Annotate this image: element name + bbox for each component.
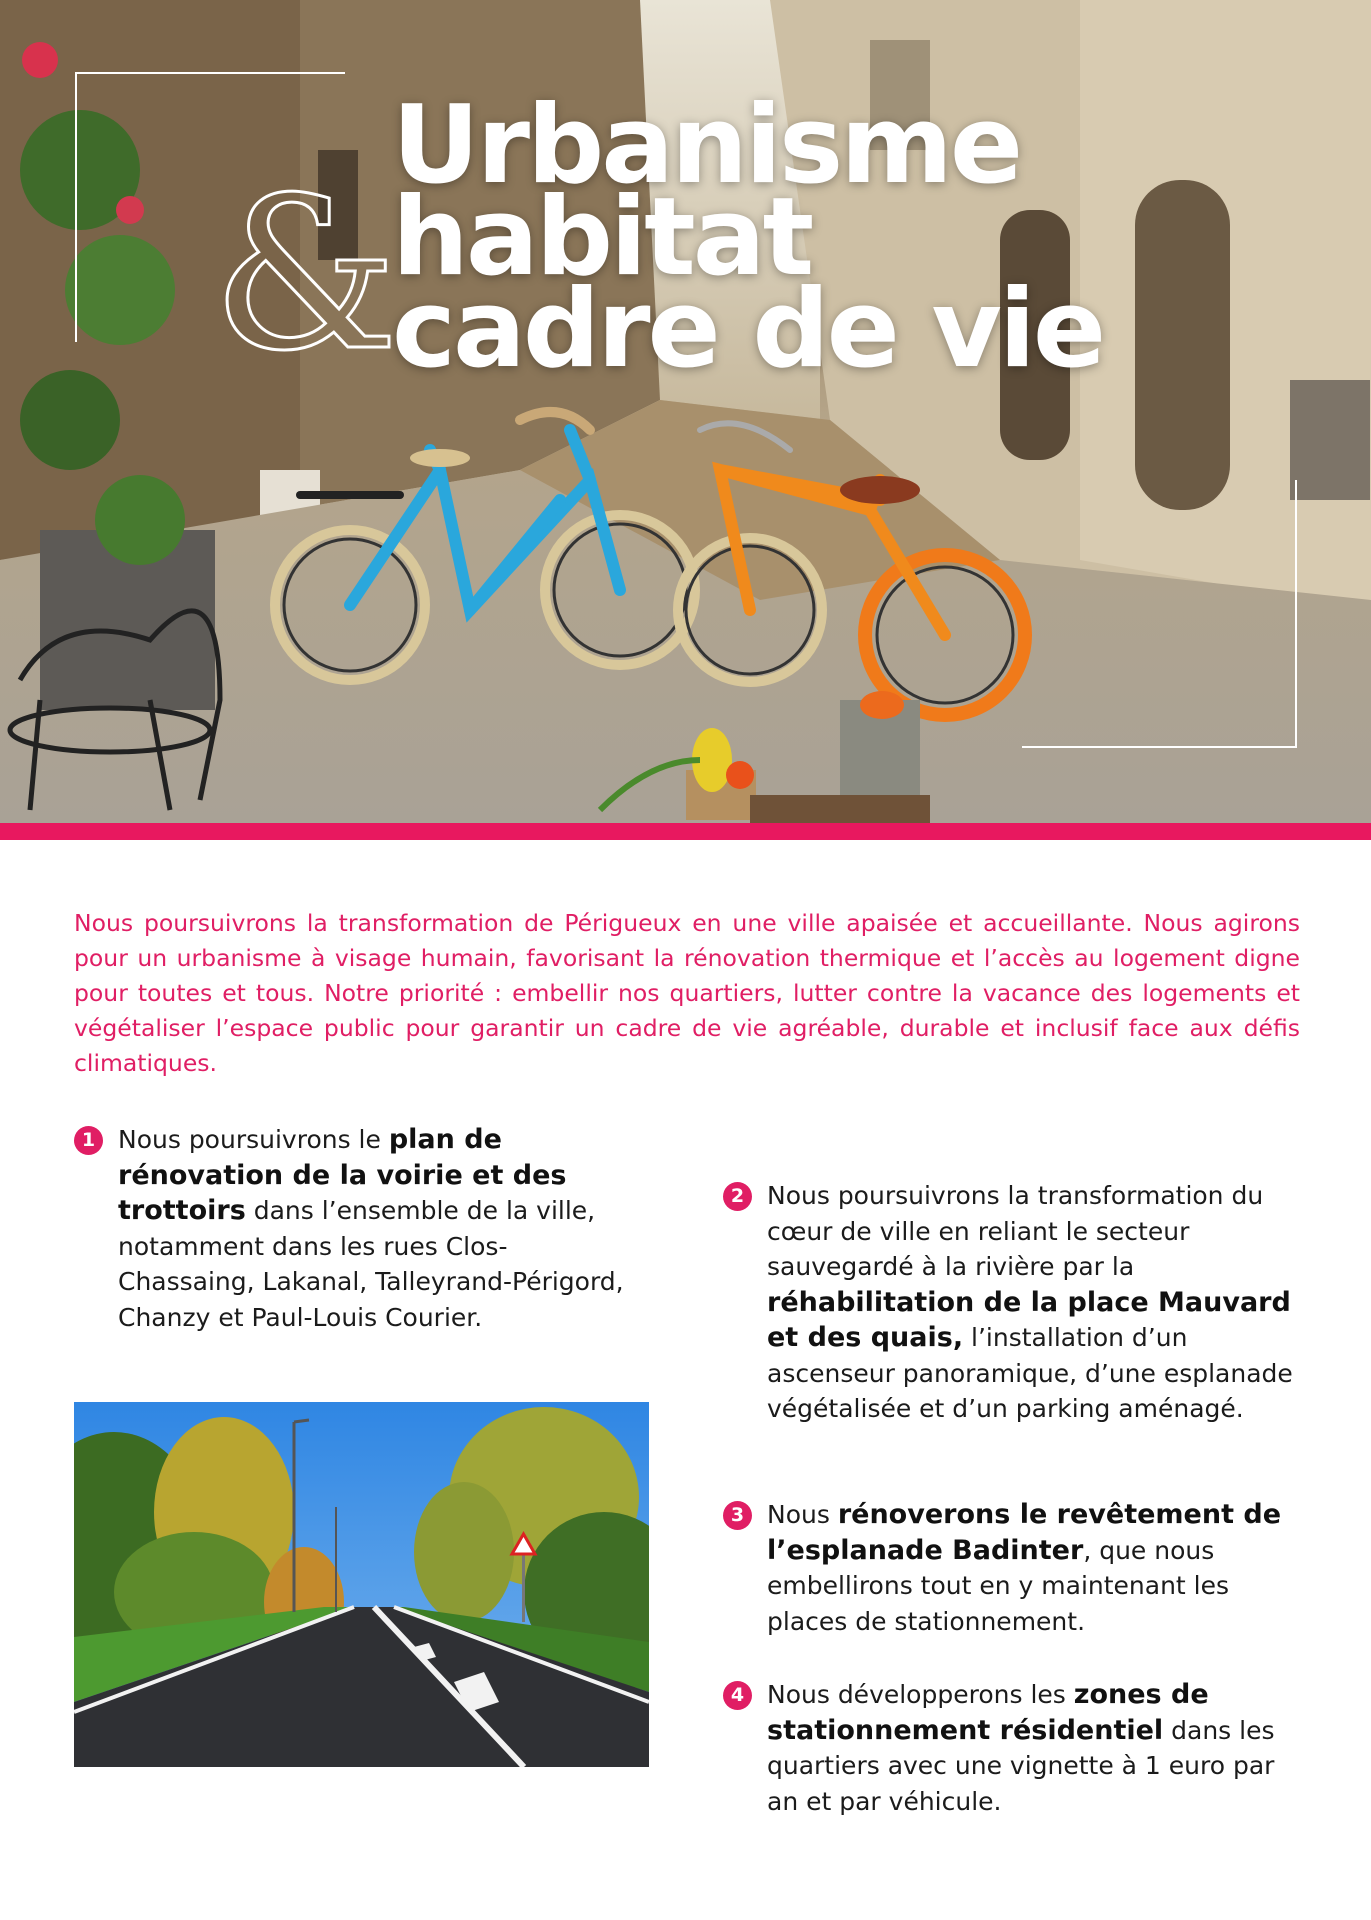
- item-number-badge: 2: [723, 1182, 752, 1211]
- item-highlight: réhabilitation de la place Mauvard et des quais,: [767, 1286, 1291, 1353]
- item-text: , que nous embellirons tout en y maintenant les places de stationnement.: [767, 1535, 1230, 1636]
- accent-divider: [0, 823, 1371, 840]
- item-text: Nous poursuivrons le: [118, 1125, 389, 1154]
- list-item-4: [730, 1677, 1297, 1819]
- intro-paragraph: Nous poursuivrons la transformation de Périgueux en une ville apaisée et accueillante. Nous agirons pour un urbanisme à visage humain, favorisant la rénovation thermique et l’accès au logement digne pour toutes et tous. Notre priorité : embellir nos quartiers, lutter contre la vacance des logements et végétaliser l’espace public pour garantir un cadre de vie agréable, durable et inclusif face aux défis climatiques.: [74, 908, 1300, 1077]
- item-number-badge: 1: [74, 1126, 103, 1155]
- item-text: dans l’ensemble de la ville, notamment dans les rues Clos-Chassaing, Lakanal, Talleyrand-Périgord, Chanzy et Paul-Louis Courier.: [118, 1196, 624, 1332]
- list-item-1: [81, 1122, 638, 1335]
- item-number-badge: 4: [723, 1681, 752, 1710]
- item-text: Nous poursuivrons la transformation du cœur de ville en reliant le secteur sauvegardé à la rivière par la: [767, 1181, 1264, 1281]
- road-scene: [74, 1402, 649, 1767]
- title-line-2: habitat: [392, 175, 812, 300]
- road-photo: [74, 1402, 649, 1767]
- item-text: dans les quartiers avec une vignette à 1 euro par an et par véhicule.: [767, 1715, 1275, 1816]
- page-title: [392, 83, 1104, 392]
- list-item-2: [730, 1178, 1297, 1427]
- item-number-badge: 3: [723, 1501, 752, 1530]
- item-highlight: plan de rénovation de la voirie et des trottoirs: [118, 1124, 567, 1226]
- hero-frame-bottom-right: [1022, 480, 1297, 748]
- item-text: Nous développerons les: [767, 1680, 1074, 1709]
- item-text: Nous: [767, 1500, 838, 1529]
- title-line-1: Urbanisme: [392, 83, 1021, 208]
- ampersand-glyph: &: [212, 152, 399, 397]
- hero-image: [0, 0, 1371, 823]
- list-item-3: [730, 1497, 1297, 1639]
- item-text: l’installation d’un ascenseur panoramique, d’une esplanade végétalisée et d’un parking aménagé.: [767, 1323, 1293, 1423]
- item-highlight: rénoverons le revêtement de l’esplanade Badinter: [767, 1499, 1282, 1566]
- title-line-3: cadre de vie: [392, 267, 1104, 392]
- item-highlight: zones de stationnement résidentiel: [767, 1679, 1209, 1746]
